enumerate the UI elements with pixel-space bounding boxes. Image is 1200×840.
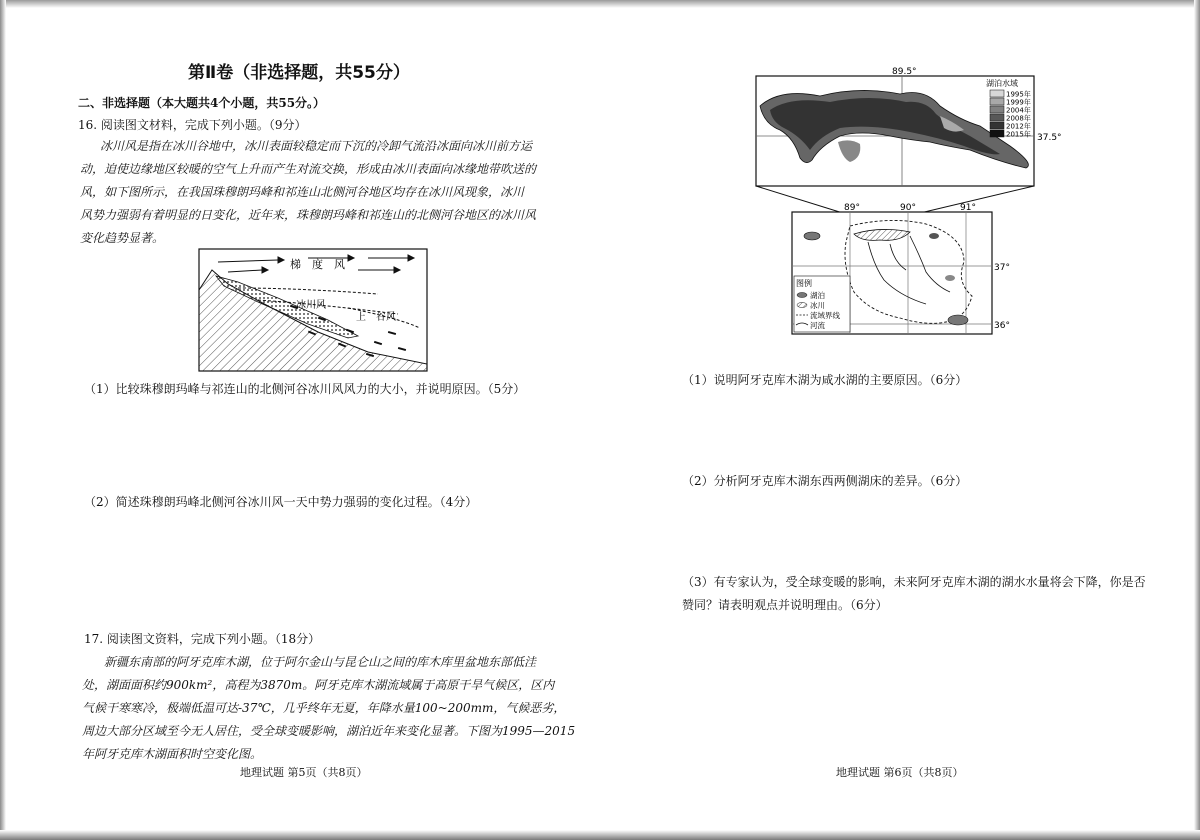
legend-year-label: 1995年 — [1006, 90, 1031, 99]
left-footer: 地理试题 第5页（共8页） — [240, 766, 368, 779]
q16-paragraph-line: 冰川风是指在冰川谷地中，冰川表面较稳定而下沉的冷卸气流沿冰面向冰川前方运 — [100, 139, 533, 153]
top-map-legend-title: 湖泊水域 — [986, 79, 1018, 88]
q16-paragraph-line: 动，迫使边缘地区较暖的空气上升而产生对流交换，形成由冰川表面向冰缘地带吹送的 — [80, 162, 537, 176]
legend-year-label: 2008年 — [1006, 114, 1031, 123]
legend-year-swatch — [990, 114, 1004, 121]
lake-area-change-map — [750, 66, 1062, 331]
q16-paragraph-line: 风，如下图所示，在我国珠穆朗玛峰和祁连山北侧河谷地区均存在冰川风现象，冰川 — [80, 185, 525, 199]
legend-item-river: 河流 — [810, 321, 825, 330]
top-map-lon-label: 89.5° — [892, 67, 917, 77]
legend-year-swatch — [990, 130, 1004, 137]
legend-year-swatch — [990, 98, 1004, 105]
legend-item-glacier: 冰川 — [810, 301, 825, 310]
q16-sub1: （1）比较珠穆朗玛峰与祁连山的北侧河谷冰川风风力的大小，并说明原因。（5分） — [84, 382, 526, 396]
q17-paragraph-line: 新疆东南部的阿牙克库木湖，位于阿尔金山与昆仑山之间的库木库里盆地东部低洼 — [104, 655, 537, 669]
q16-paragraph-line: 风势力强弱有着明显的日变化，近年来，珠穆朗玛峰和祁连山的北侧河谷地区的冰川风 — [80, 208, 537, 222]
legend-year-label: 1999年 — [1006, 98, 1031, 107]
scan-edge-top — [0, 0, 1200, 8]
legend-item-boundary: 流域界线 — [810, 311, 840, 320]
bottom-map-lon-90: 90° — [900, 203, 916, 213]
upper-wind-label: 梯 度 风 — [290, 258, 345, 271]
legend-item-lake: 湖泊 — [810, 291, 825, 300]
q17-sub3-line: 赞同？请表明观点并说明理由。（6分） — [682, 598, 888, 612]
scan-edge-left — [0, 0, 6, 840]
legend-year-swatch — [990, 106, 1004, 113]
year-legend — [990, 90, 1031, 139]
q17-paragraph-line: 年阿牙克库木湖面积时空变化图。 — [82, 747, 263, 761]
valley-wind-label: 上 谷风 — [356, 312, 396, 323]
q17-paragraph-line: 处，湖面面积约900km²，高程为3870m。阿牙克库木湖流域属于高原干旱气候区，区内 — [82, 678, 555, 692]
legend-year-label: 2015年 — [1006, 130, 1031, 139]
glacier-wind-label: 冰川风 — [296, 300, 326, 311]
top-map-lat-label: 37.5° — [1037, 133, 1062, 143]
section-title: 第Ⅱ卷（非选择题，共55分） — [188, 63, 410, 83]
q17-paragraph — [82, 651, 576, 766]
q17-sub1: （1）说明阿牙克库木湖为咸水湖的主要原因。（6分） — [682, 373, 968, 387]
q16-heading: 16. 阅读图文材料，完成下列小题。（9分） — [78, 118, 307, 132]
scan-edge-bottom — [0, 830, 1200, 840]
glacier-wind-diagram — [198, 248, 428, 372]
legend-year-swatch — [990, 90, 1004, 97]
legend-glacier-symbol — [797, 303, 807, 308]
q16-paragraph — [80, 135, 537, 250]
bottom-map-legend-title: 图例 — [796, 279, 812, 288]
legend-lake-symbol — [797, 293, 807, 298]
q17-heading: 17. 阅读图文资料，完成下列小题。（18分） — [84, 632, 321, 646]
q17-paragraph-line: 气候干寒寒冷，极端低温可达-37℃，几乎终年无夏，年降水量100~200mm，气候恶劣， — [82, 701, 566, 715]
right-footer: 地理试题 第6页（共8页） — [836, 766, 964, 779]
section-instruction: 二、非选择题（本大题共4个小题，共55分。） — [78, 96, 326, 110]
q16-paragraph-line: 变化趋势显著。 — [80, 231, 165, 245]
scan-edge-right — [1194, 0, 1200, 840]
legend-year-swatch — [990, 122, 1004, 129]
q17-sub2: （2）分析阿牙克库木湖东西两侧湖床的差异。（6分） — [682, 474, 968, 488]
bottom-map-lat-37: 37° — [994, 263, 1010, 273]
bottom-map-lat-36: 36° — [994, 321, 1010, 331]
q17-sub3 — [682, 571, 1146, 617]
legend-year-label: 2004年 — [1006, 106, 1031, 115]
legend-year-label: 2012年 — [1006, 122, 1031, 131]
bottom-map-lon-89: 89° — [844, 203, 860, 213]
q16-sub2: （2）简述珠穆朗玛峰北侧河谷冰川风一天中势力强弱的变化过程。（4分） — [84, 495, 478, 509]
q17-paragraph-line: 周边大部分区域至今无人居住，受全球变暖影响，湖泊近年来变化显著。下图为1995—2015 — [82, 724, 576, 738]
bottom-map-lon-91: 91° — [960, 203, 976, 213]
q17-sub3-line: （3）有专家认为，受全球变暖的影响，未来阿牙克库木湖的湖水水量将会下降，你是否 — [682, 575, 1146, 589]
